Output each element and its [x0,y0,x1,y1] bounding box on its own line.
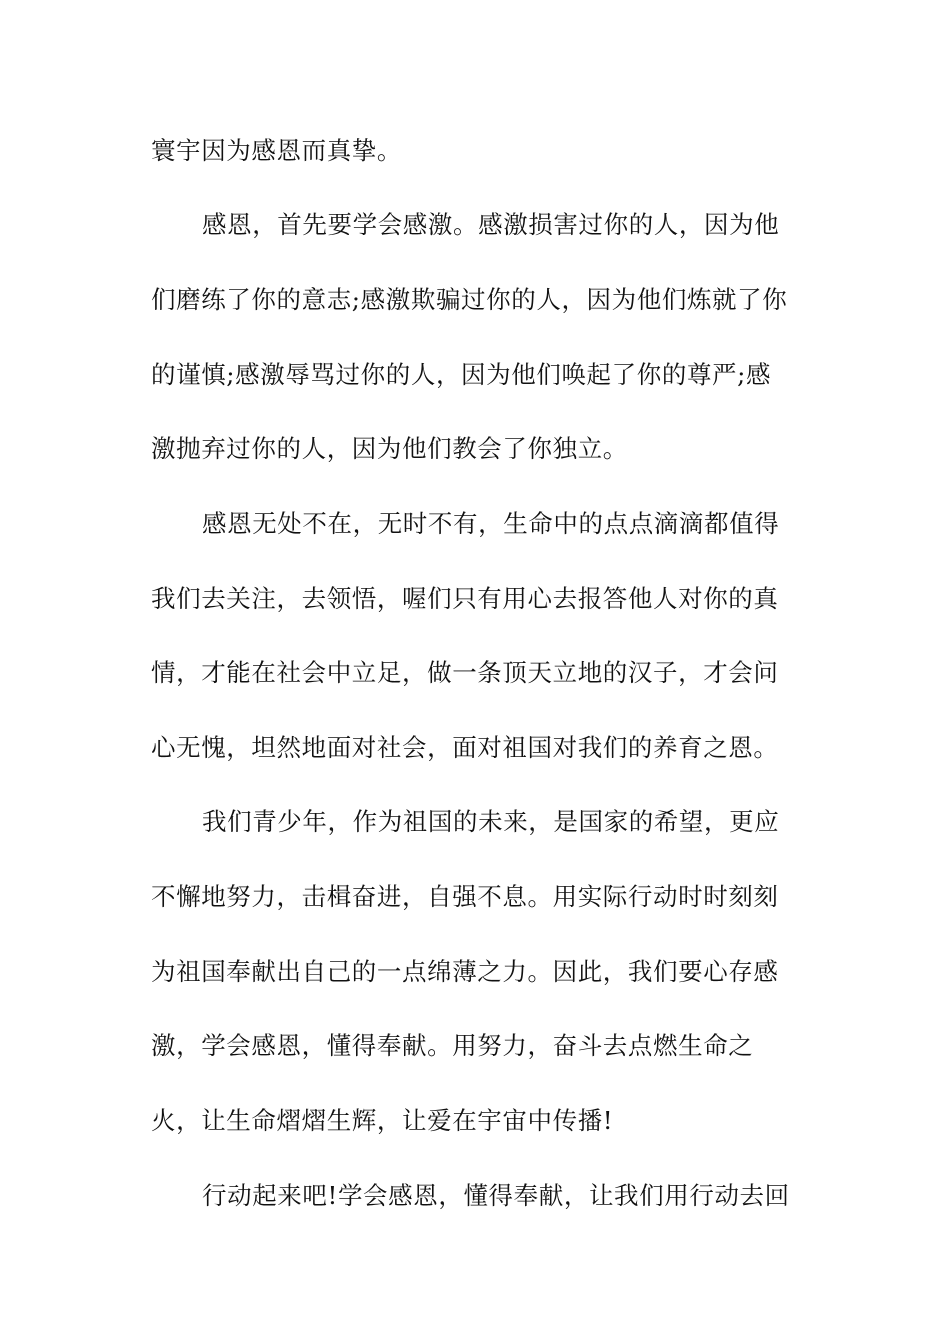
paragraph-4-line-2: 不懈地努力，击楫奋进，自强不息。用实际行动时时刻刻 [151,882,779,911]
paragraph-2-line-4: 激抛弃过你的人，因为他们教会了你独立。 [151,434,628,463]
text-line-1: 寰宇因为感恩而真挚。 [151,136,402,165]
paragraph-2-line-3: 的谨慎;感激辱骂过你的人，因为他们唤起了你的尊严;感 [151,360,772,389]
paragraph-4-line-3: 为祖国奉献出自己的一点绵薄之力。因此，我们要心存感 [151,957,779,986]
paragraph-5-line-1: 行动起来吧!学会感恩，懂得奉献，让我们用行动去回 [202,1181,790,1210]
paragraph-2-line-2: 们磨练了你的意志;感激欺骗过你的人，因为他们炼就了你 [151,285,788,314]
paragraph-3-line-2: 我们去关注，去领悟，喔们只有用心去报答他人对你的真 [151,584,779,613]
paragraph-3-line-1: 感恩无处不在，无时不有，生命中的点点滴滴都值得 [202,509,780,538]
paragraph-4-line-1: 我们青少年，作为祖国的未来，是国家的希望，更应 [202,807,780,836]
paragraph-4-line-4: 激，学会感恩，懂得奉献。用努力，奋斗去点燃生命之 [151,1031,754,1060]
paragraph-3-line-3: 情，才能在社会中立足，做一条顶天立地的汉子，才会问 [151,658,779,687]
paragraph-3-line-4: 心无愧，坦然地面对社会，面对祖国对我们的养育之恩。 [151,733,779,762]
paragraph-4-line-5: 火，让生命熠熠生辉，让爱在宇宙中传播! [151,1106,614,1135]
paragraph-2-line-1: 感恩，首先要学会感激。感激损害过你的人，因为他 [202,210,780,239]
